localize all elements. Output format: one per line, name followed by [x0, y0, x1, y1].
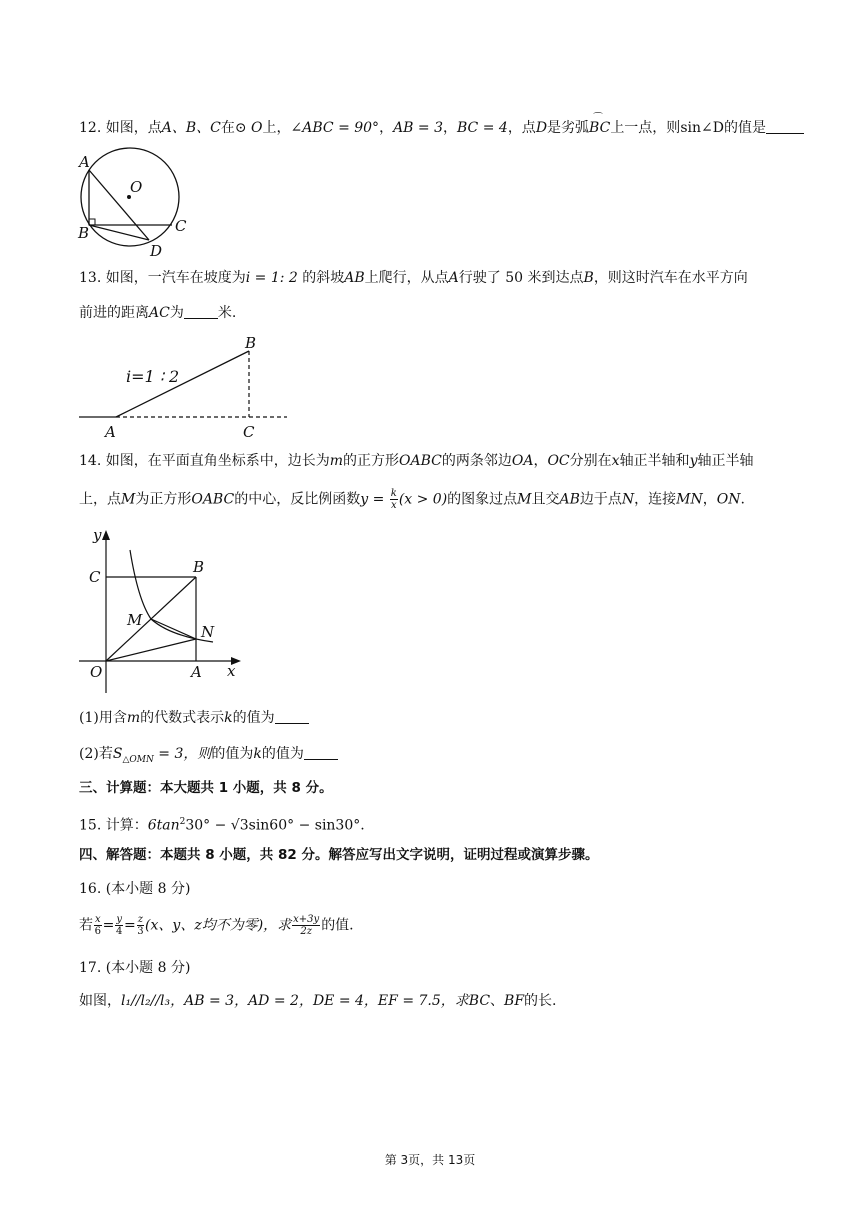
q12-label-c: C [175, 217, 187, 235]
q13-label-a: A [105, 423, 116, 441]
q14-label-x: x [227, 662, 236, 680]
q13-line2: 前进的距离AC为 米. [79, 305, 237, 321]
q14-label-n: N [201, 623, 215, 641]
q14-sub2: (2)若$S_{\triangle OMN} = 3$，则的值为k的值为 [79, 744, 338, 770]
q13-line1: 13. 如图，一汽车在坡度为i = 1: 2 的斜坡AB上爬行，从点A行驶了 50 米到达点B，则这时汽车在水平方向 [79, 270, 748, 286]
q15-text: 15. 计算：$6\tan^230^\circ - √3\sin 60^\circ - \sin 30^\circ$. [79, 817, 365, 834]
section-3-heading: 三、计算题：本大题共 1 小题，共 8 分。 [79, 780, 333, 796]
q17-heading: 17. (本小题 8 分) [79, 960, 191, 976]
q14-sub2-blank [304, 745, 338, 760]
q14-label-y: y [93, 526, 102, 544]
q14-sub1-blank [275, 709, 309, 724]
q14-line2: 上，点M为正方形OABC的中心，反比例函数y = $\frac{k}{x}$ (x > 0)的图象过点M且交AB边于点N，连接MN，ON. [79, 488, 745, 511]
q14-label-c: C [89, 568, 101, 586]
q12-label-b: B [78, 224, 90, 242]
q13-label-b: B [245, 334, 257, 352]
q13-slope-label: i=1 ∶ 2 [126, 367, 180, 386]
q17-text: 如图，l₁//l₂//l₃，AB = 3，AD = 2，DE = 4，EF = 7.5，求BC、BF的长. [79, 993, 557, 1009]
q14-label-o: O [90, 663, 103, 681]
k-over-x-fraction: $\frac{k}{x}$ [390, 488, 397, 511]
q14-label-b: B [193, 558, 205, 576]
q14-label-m: M [127, 611, 143, 629]
section-4-heading: 四、解答题：本题共 8 小题，共 82 分。解答应写出文字说明，证明过程或演算步骤。 [79, 847, 599, 863]
q12-text: 12. 如图，点A、B、C在⊙ O上，∠ABC = 90°，AB = 3，BC = 4，点D是劣弧⌒ BC上一点，则sin∠D的值是 [79, 118, 804, 138]
q16-text: 若 $\frac{x}{6}$ = $\frac{y}{4}$ = $\frac{z}{3}$ (x、y、z均不为零)，求 $\frac{x+3y}{2z}$ 的值. [79, 914, 354, 937]
q14-label-a: A [191, 663, 202, 681]
q12-label-a: A [79, 153, 90, 171]
page-footer: 第 3页，共 13页 [384, 1153, 476, 1167]
arc-bc: ⌒ BC [589, 118, 610, 138]
q12-label-d: D [150, 242, 163, 260]
q16-heading: 16. (本小题 8 分) [79, 881, 191, 897]
q12-label-o: O [130, 178, 143, 196]
q14-sub1: (1)用含m的代数式表示k的值为 [79, 708, 309, 728]
q13-label-c: C [243, 423, 255, 441]
q14-line1: 14. 如图，在平面直角坐标系中，边长为m的正方形OABC的两条邻边OA，OC分别在x轴正半轴和y轴正半轴 [79, 453, 754, 469]
